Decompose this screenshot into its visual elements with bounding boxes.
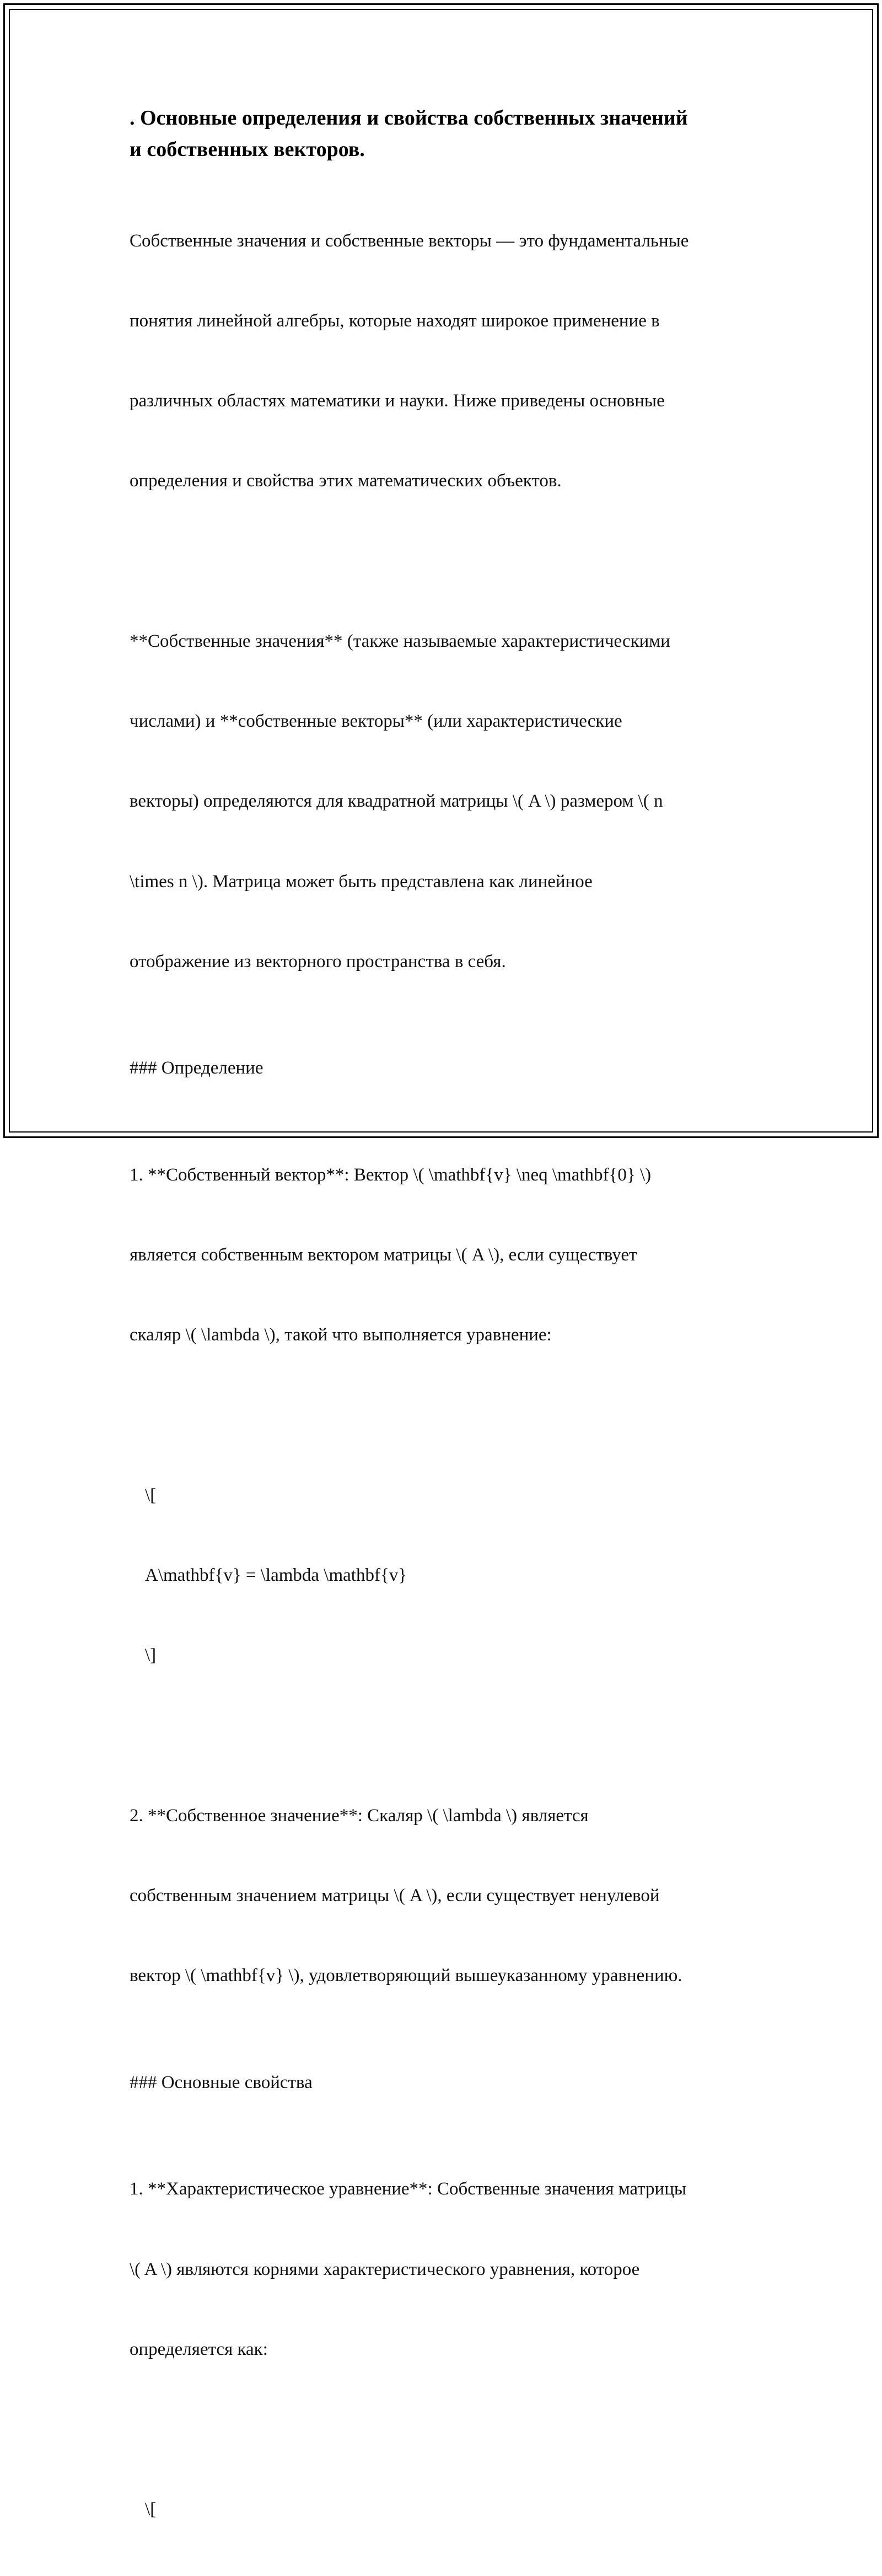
definition-paragraph <box>130 575 763 1028</box>
text-line: 1. **Характеристическое уравнение**: Собственные значения матрицы <box>130 2179 687 2199</box>
text-line: определения и свойства этих математических объектов. <box>130 471 562 491</box>
text-line: понятия линейной алгебры, которые находят широкое применение в <box>130 311 660 331</box>
text-line: векторы) определяются для квадратной матрицы \( A \) размером \( n <box>130 791 663 812</box>
text-line: определяется как: <box>130 2339 268 2359</box>
equation-line: A\mathbf{v} = \lambda \mathbf{v} <box>145 1565 407 1586</box>
text-line: числами) и **собственные векторы** (или характеристические <box>130 711 622 732</box>
section-heading-definition: ### Определение <box>130 1058 263 1078</box>
text-line: **Собственные значения** (также называемые характеристическими <box>130 631 670 651</box>
document-body <box>130 103 763 2576</box>
text-line: 2. **Собственное значение**: Скаляр \( \lambda \) является <box>130 1805 589 1826</box>
equation-line: \[ <box>145 2499 157 2520</box>
title-line: . Основные определения и свойства собственных значений <box>130 106 688 130</box>
equation-block-2 <box>130 2443 763 2576</box>
text-line: различных областях математики и науки. Ниже приведены основные <box>130 391 665 411</box>
equation-line: \] <box>145 1645 157 1666</box>
text-line: отображение из векторного пространства в себя. <box>130 951 506 972</box>
property-item-1 <box>130 2123 763 2416</box>
document-title <box>130 103 763 165</box>
text-line: \( A \) являются корнями характеристического уравнения, которое <box>130 2259 640 2279</box>
text-line: вектор \( \mathbf{v} \), удовлетворяющий вышеуказанному уравнению. <box>130 1966 682 1986</box>
intro-paragraph <box>130 174 763 548</box>
equation-block-1 <box>130 1429 763 1722</box>
text-line: собственным значением матрицы \( A \), если существует ненулевой <box>130 1885 660 1906</box>
text-line: скаляр \( \lambda \), такой что выполняется уравнение: <box>130 1325 552 1345</box>
text-line: \times n \). Матрица может быть представлена как линейное <box>130 871 593 892</box>
section-heading-properties: ### Основные свойства <box>130 2072 313 2092</box>
title-line: и собственных векторов. <box>130 138 365 161</box>
text-line: является собственным вектором матрицы \( A \), если существует <box>130 1245 637 1265</box>
text-line: Собственные значения и собственные векторы — это фундаментальные <box>130 230 689 251</box>
definition-item-1 <box>130 1108 763 1402</box>
equation-line: \[ <box>145 1485 157 1505</box>
definition-item-2 <box>130 1749 763 2042</box>
text-line: 1. **Собственный вектор**: Вектор \( \mathbf{v} \neq \mathbf{0} \) <box>130 1164 652 1185</box>
